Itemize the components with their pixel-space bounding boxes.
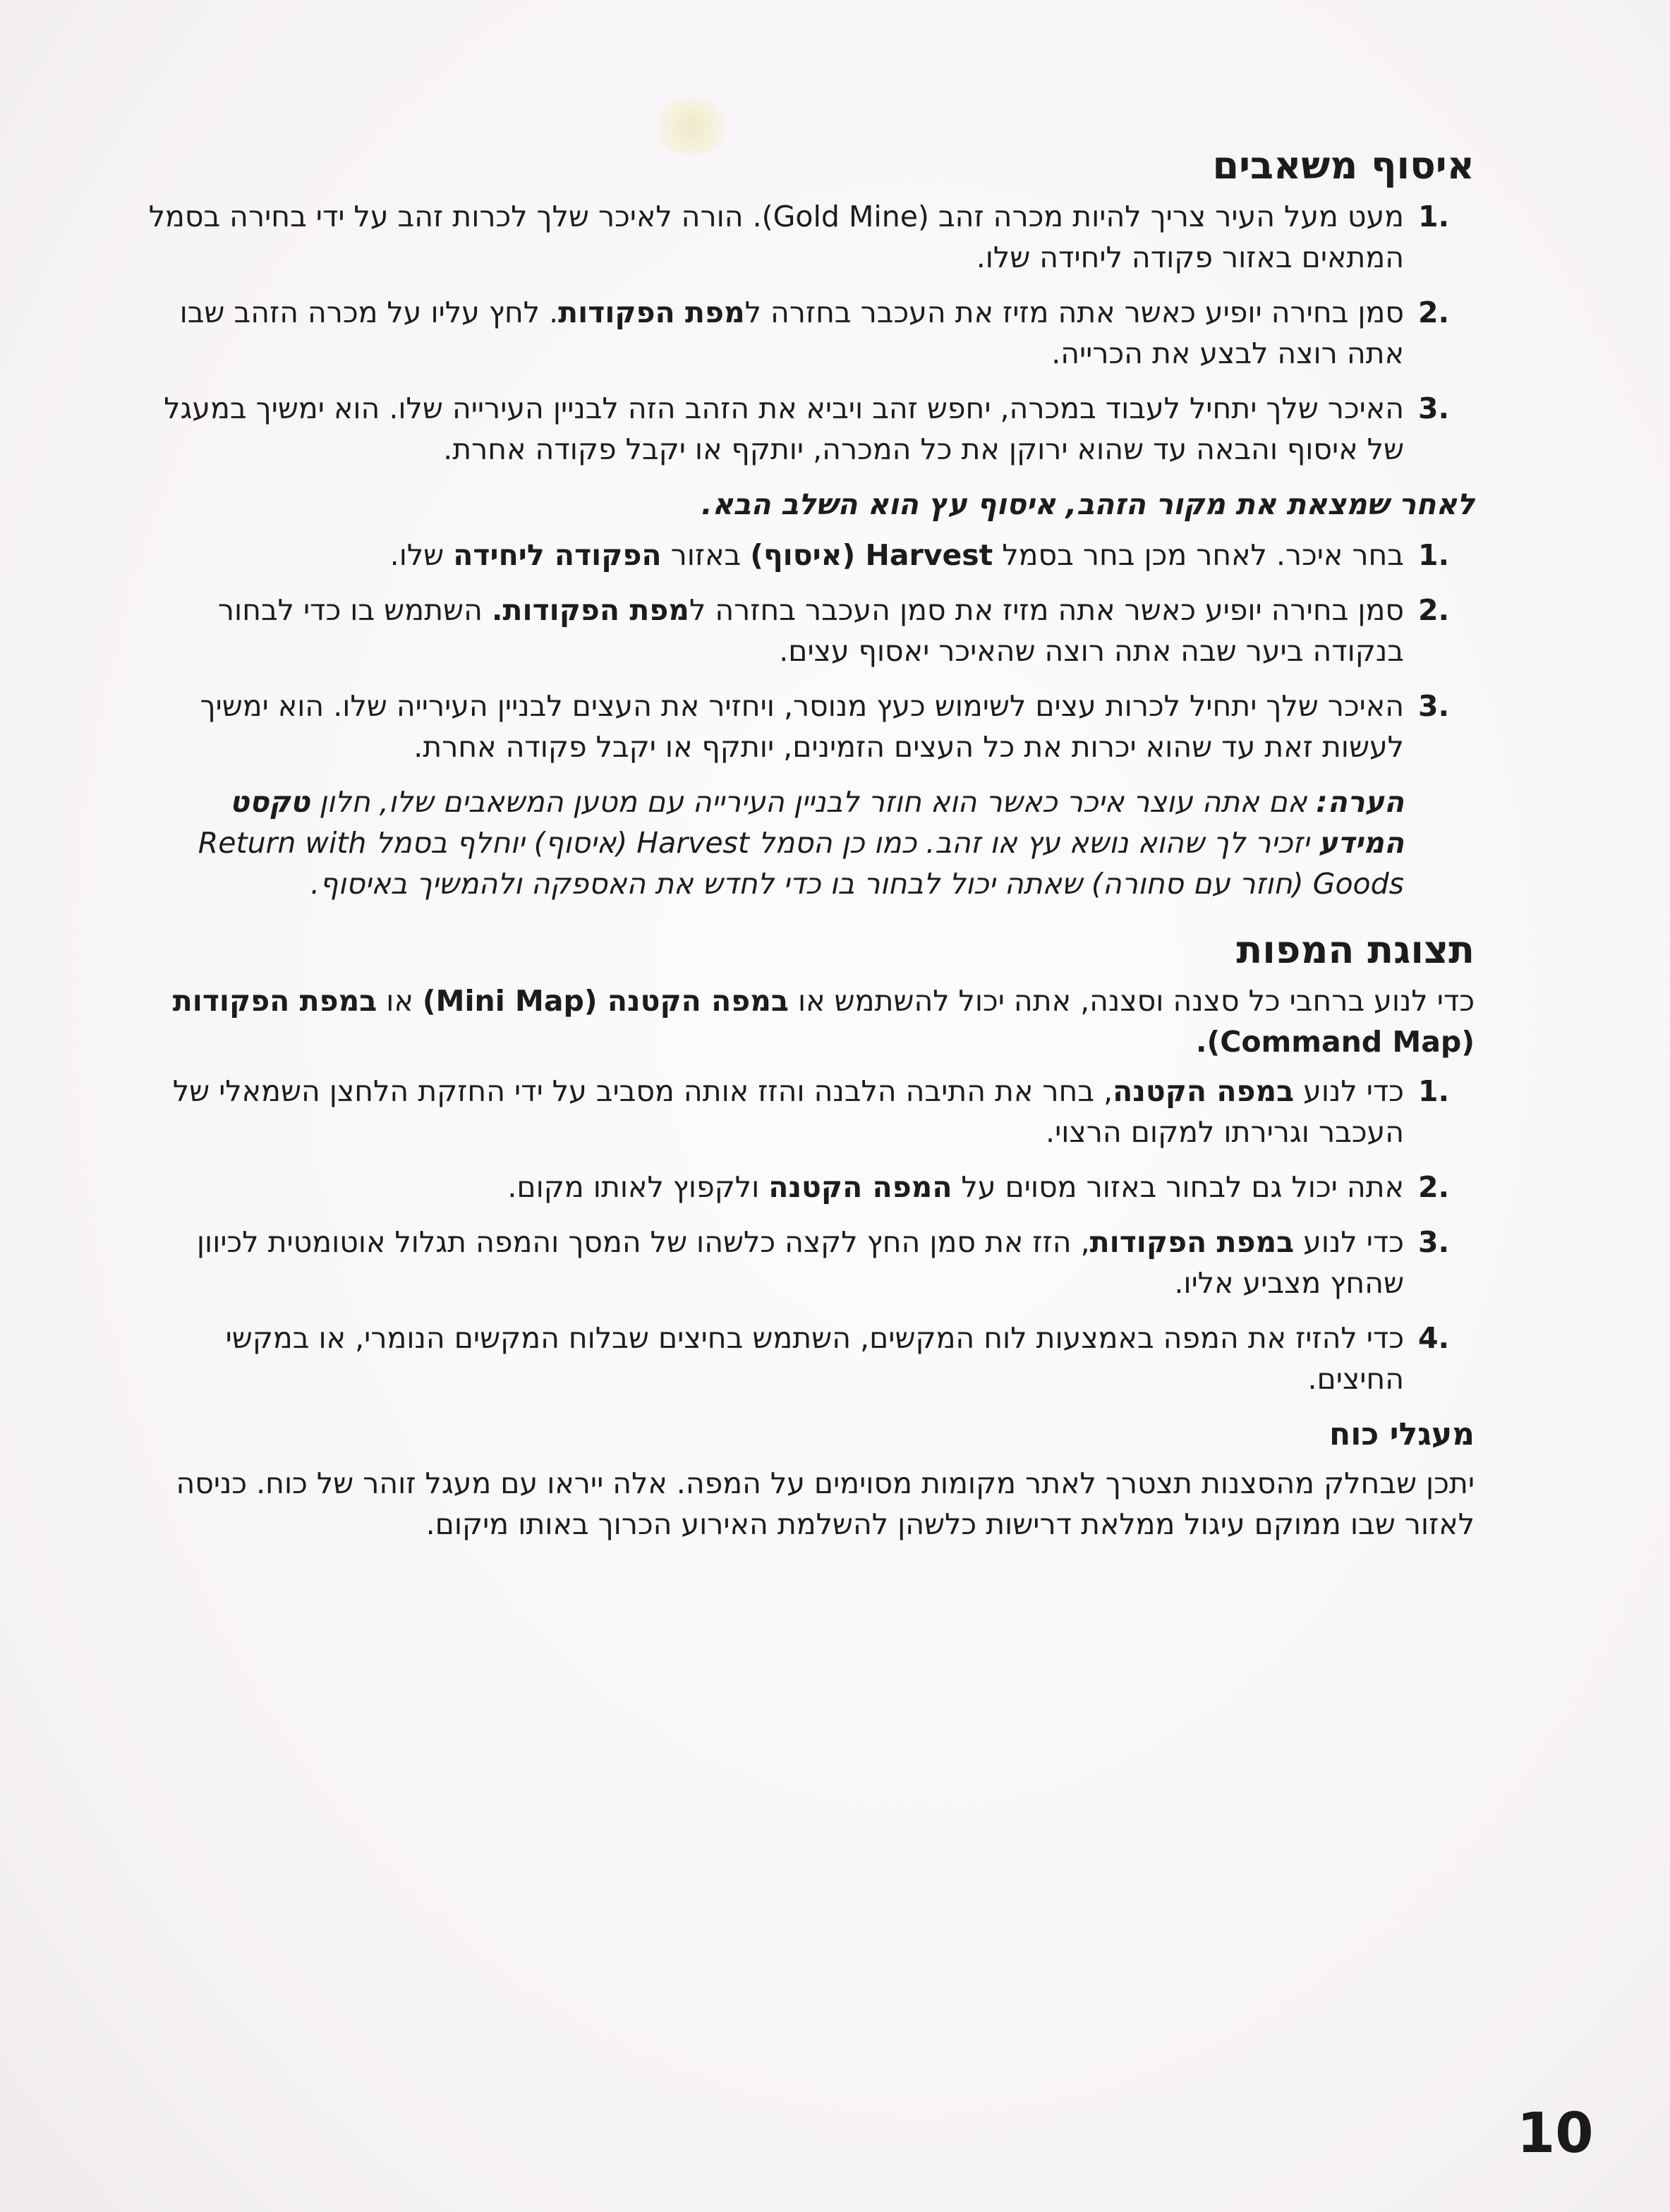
item-text: , בחר את התיבה הלבנה והזז אותה מסביב על ידי החזקת הלחצן השמאלי של העכבר וגרירתו למקום הרצוי. — [172, 1074, 1404, 1149]
page-content — [148, 141, 1475, 1553]
note-block — [148, 782, 1475, 904]
item-number: 3. — [1418, 1225, 1450, 1259]
item-number: 1. — [1418, 1074, 1450, 1108]
list-item — [148, 590, 1475, 672]
item-text: סמן בחירה יופיע כאשר אתה מזיז את סמן העכבר בחזרה ל — [689, 593, 1404, 627]
gather-wood-list — [148, 535, 1475, 767]
maps-list — [148, 1071, 1475, 1399]
item-text: סמן בחירה יופיע כאשר אתה מזיז את העכבר בחזרה ל — [744, 296, 1404, 329]
intro-bold-term: במפה הקטנה (Mini Map) — [422, 984, 789, 1018]
item-bold-term: מפת הפקודות — [558, 296, 745, 329]
item-text: . לחץ עליו על מכרה הזהב שבו אתה רוצה לבצע את הכרייה. — [179, 296, 1404, 370]
item-bold-term: מפת הפקודות. — [491, 593, 689, 627]
item-bold-term: Harvest (איסוף) — [750, 538, 993, 572]
item-text: האיכר שלך יתחיל לכרות עצים לשימוש כעץ מנוסר, ויחזיר את העצים לבניין העירייה שלו. הוא ימשיך לעשות זאת עד שהוא יכרות את כל העצים הזמינים, יותקף או יקבל פקודה אחרת. — [200, 689, 1404, 764]
intro-bold-term: במפת הפקודות (Command Map). — [172, 984, 1475, 1059]
note-bold-term: טקסט המידע — [229, 785, 1404, 860]
item-text: בחר איכר. לאחר מכן בחר בסמל — [993, 538, 1404, 572]
item-number: 2. — [1418, 1170, 1450, 1204]
list-item — [148, 388, 1475, 470]
maps-intro — [148, 980, 1475, 1062]
list-item — [148, 686, 1475, 767]
item-number: 1. — [1418, 538, 1450, 572]
item-text: אתה יכול גם לבחור באזור מסוים על — [952, 1170, 1404, 1204]
item-text: באזור — [661, 538, 751, 572]
item-text: כדי להזיז את המפה באמצעות לוח המקשים, השתמש בחיצים שבלוח המקשים הנומרי, או במקשי החיצים. — [225, 1321, 1404, 1396]
list-item — [148, 196, 1475, 278]
item-number: 4. — [1418, 1321, 1450, 1355]
section-title-gather: איסוף משאבים — [1212, 143, 1475, 188]
note-text: יזכיר לך שהוא נושא עץ או זהב. כמו כן הסמל Harvest (איסוף) יוחלף בסמל Return with Goods (חוזר עם סחורה) שאתה יכול לבחור בו כדי לחדש את האספקה ולהמשיך באיסוף. — [198, 826, 1404, 901]
item-text: השתמש בו כדי לבחור בנקודה ביער שבה אתה רוצה שהאיכר יאסוף עצים. — [217, 593, 1404, 668]
item-text: כדי לנוע — [1294, 1074, 1404, 1108]
item-number: 2. — [1418, 593, 1450, 627]
item-text: מעט מעל העיר צריך להיות מכרה זהב (Gold Mine). הורה לאיכר שלך לכרות זהב על ידי בחירה בסמל המתאים באזור פקודה ליחידה שלו. — [148, 200, 1404, 274]
item-number: 2. — [1418, 296, 1450, 329]
page-number: 10 — [1517, 2102, 1594, 2165]
item-text: , הזז את סמן החץ לקצה כלשהו של המסך והמפה תגלול אוטומטית לכיוון שהחץ מצביע אליו. — [196, 1225, 1404, 1300]
section-title-power: מעגלי כוח — [1329, 1416, 1475, 1452]
list-item — [148, 1167, 1475, 1208]
item-bold-term: הפקודה ליחידה — [453, 538, 662, 572]
intro-text: או — [377, 984, 423, 1018]
item-bold-term: במפה הקטנה — [1113, 1074, 1295, 1108]
item-bold-term: במפת הפקודות — [1089, 1225, 1295, 1259]
list-item — [148, 292, 1475, 374]
item-number: 1. — [1418, 200, 1450, 233]
item-number: 3. — [1418, 391, 1450, 425]
item-text: כדי לנוע — [1294, 1225, 1404, 1259]
section-title-maps: תצוגת המפות — [1236, 928, 1475, 972]
item-text: שלו. — [389, 538, 454, 572]
list-item — [148, 1318, 1475, 1399]
intro-text: כדי לנוע ברחבי כל סצנה וסצנה, אתה יכול להשתמש או — [788, 984, 1475, 1018]
note-label: הערה: — [1316, 785, 1404, 819]
list-item — [148, 1222, 1475, 1304]
item-bold-term: המפה הקטנה — [768, 1170, 952, 1204]
item-number: 3. — [1418, 689, 1450, 723]
wood-subheading: לאחר שמצאת את מקור הזהב, איסוף עץ הוא השלב הבא. — [701, 487, 1475, 521]
list-item — [148, 1071, 1475, 1153]
list-item — [148, 535, 1475, 576]
item-text: ולקפוץ לאותו מקום. — [507, 1170, 769, 1204]
note-text: אם אתה עוצר איכר כאשר הוא חוזר לבניין העירייה עם מטען המשאבים שלו, חלון — [310, 785, 1317, 819]
item-text: האיכר שלך יתחיל לעבוד במכרה, יחפש זהב ויביא את הזהב הזה לבניין העירייה שלו. הוא ימשיך במעגל של איסוף והבאה עד שהוא ירוקן את כל המכרה, יותקף או יקבל פקודה אחרת. — [164, 391, 1404, 466]
power-text: יתכן שבחלק מהסצנות תצטרך לאתר מקומות מסוימים על המפה. אלה ייראו עם מעגל זוהר של כוח. כניסה לאזור שבו ממוקם עיגול ממלאת דרישות כלשהן להשלמת האירוע הכרוך באותו מיקום. — [176, 1466, 1475, 1541]
gather-gold-list — [148, 196, 1475, 470]
